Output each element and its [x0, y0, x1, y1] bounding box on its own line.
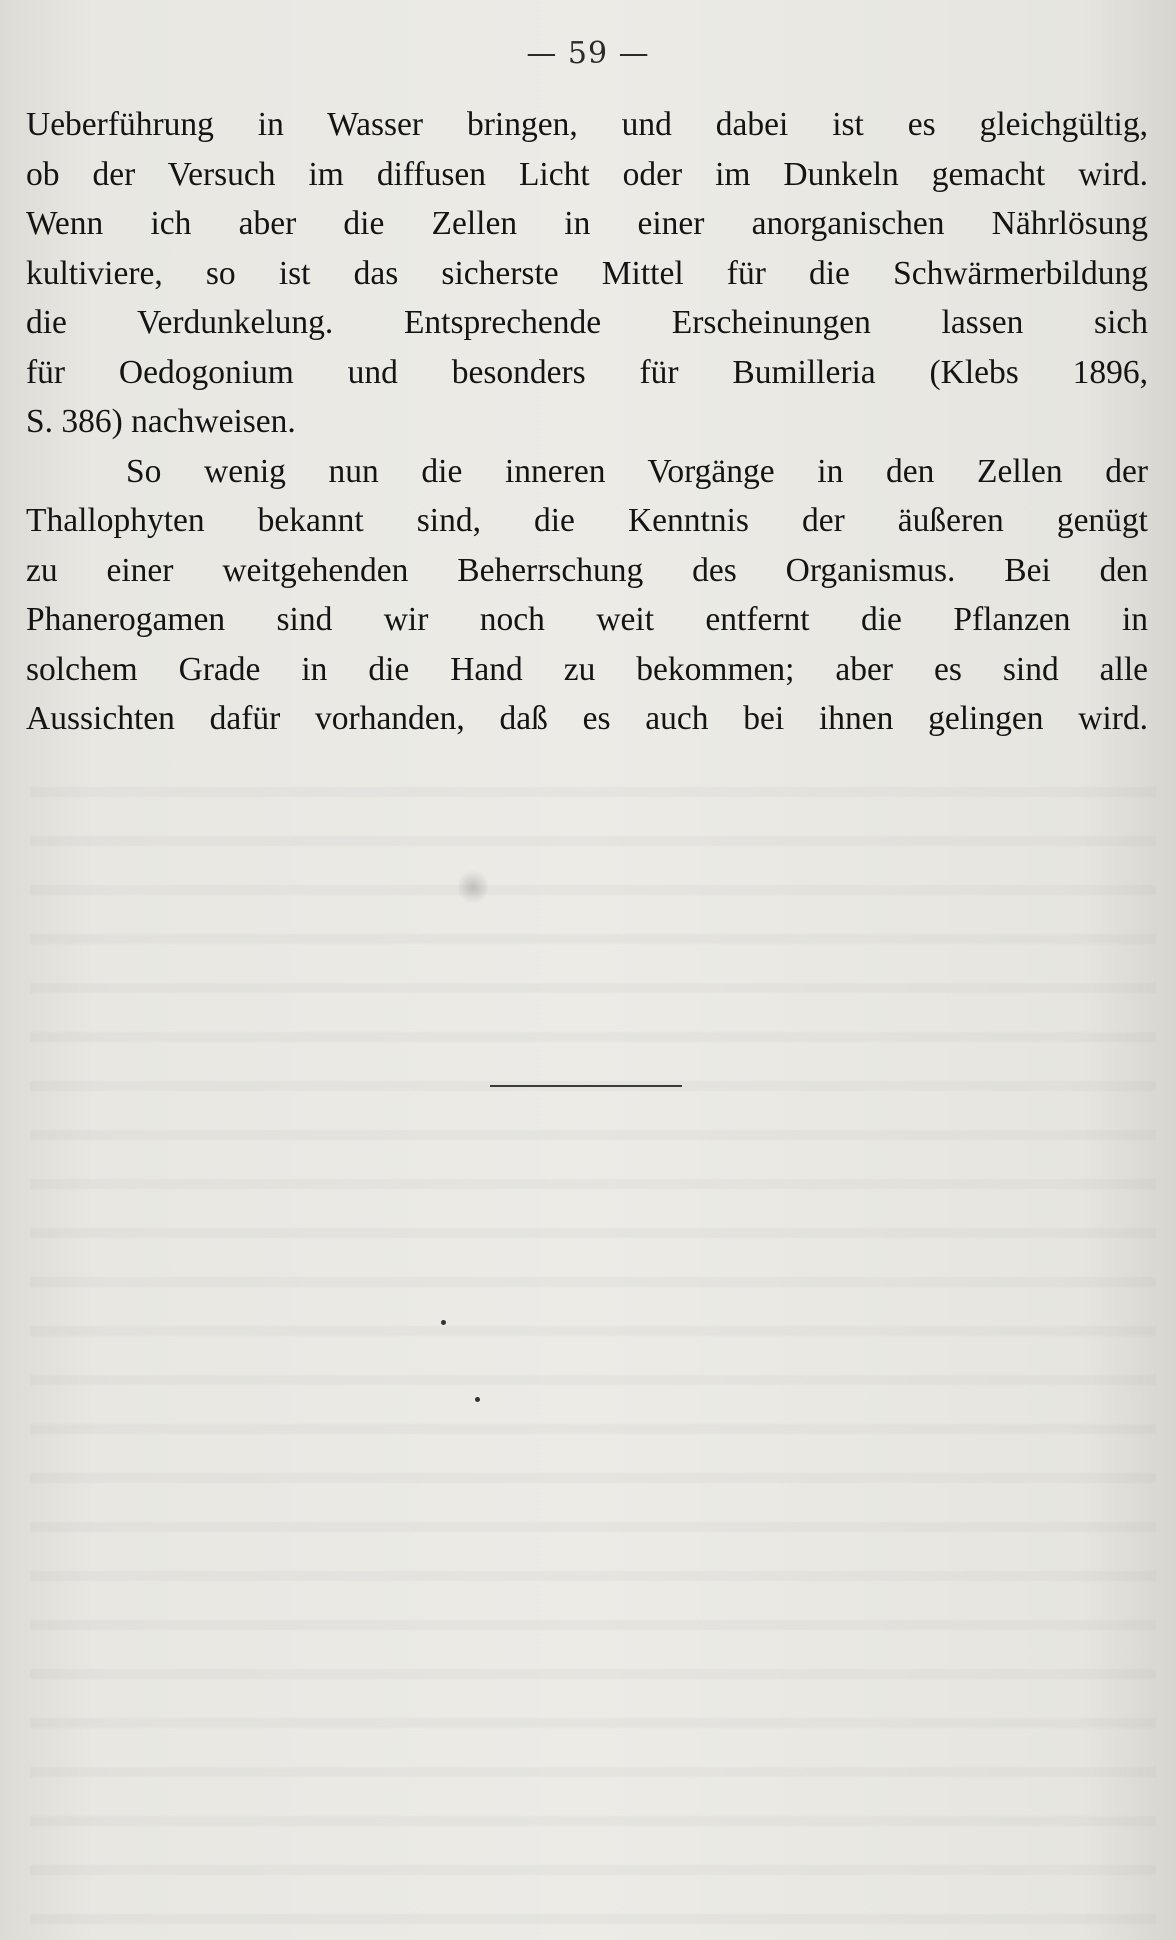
show-through-text [30, 760, 1156, 1930]
text-line: die Verdunkelung. Entsprechende Erscheinungen lassen sich [26, 304, 1148, 341]
section-divider [490, 1085, 682, 1087]
text-line: Aussichten dafür vorhanden, daß es auch bei ihnen gelingen wird. [26, 700, 1148, 737]
text-line: Wenn ich aber die Zellen in einer anorganischen Nährlösung [26, 205, 1148, 242]
text-line: solchem Grade in die Hand zu bekommen; aber es sind alle [26, 650, 1148, 688]
text-line: So wenig nun die inneren Vorgänge in den Zellen der [126, 452, 1148, 490]
text-line: Ueberführung in Wasser bringen, und dabei ist es gleichgültig, [26, 106, 1148, 143]
text-line: ob der Versuch im diffusen Licht oder im Dunkeln gemacht wird. [26, 155, 1148, 193]
page-number: — 59 — [526, 36, 650, 71]
text-line: zu einer weitgehenden Beherrschung des Organismus. Bei den [26, 551, 1148, 589]
body-text [26, 100, 1148, 744]
text-line: für Oedogonium und besonders für Bumilleria (Klebs 1896, [26, 353, 1148, 391]
paper-speck [441, 1320, 446, 1325]
text-line: S. 386) nachweisen. [26, 403, 296, 440]
text-line: kultiviere, so ist das sicherste Mittel für die Schwärmerbildung [26, 254, 1148, 292]
paragraph-2 [26, 447, 1148, 744]
paper-speck [475, 1397, 480, 1402]
paragraph-1 [26, 100, 1148, 447]
text-line: Thallophyten bekannt sind, die Kenntnis der äußeren genügt [26, 502, 1148, 539]
paper-smudge [458, 868, 488, 906]
text-line: Phanerogamen sind wir noch weit entfernt die Pflanzen in [26, 601, 1148, 638]
